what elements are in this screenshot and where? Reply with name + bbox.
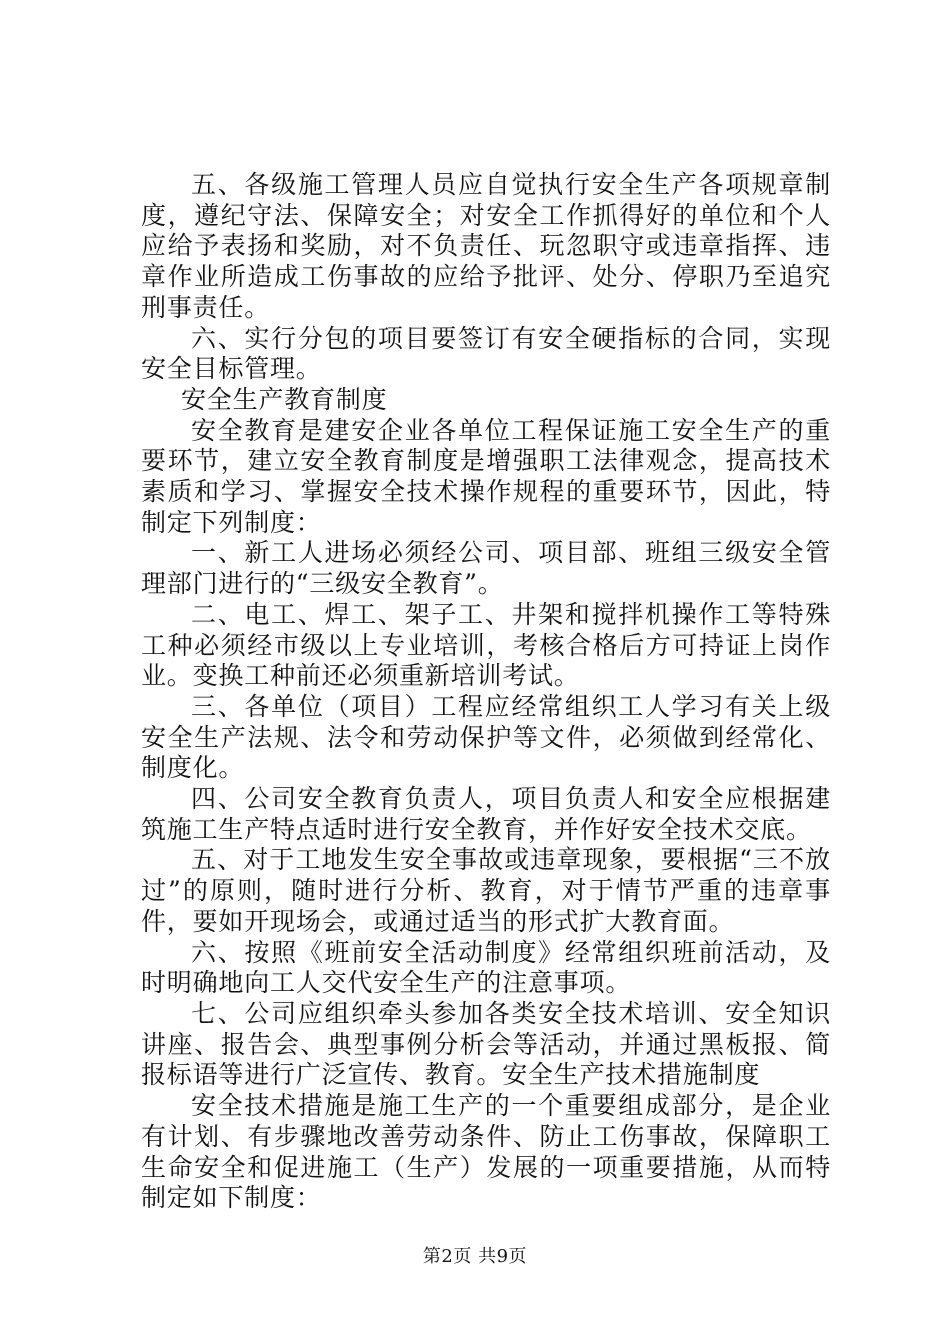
paragraph-technical-measures-intro: 安全技术措施是施工生产的一个重要组成部分，是企业有计划、有步骤地改善劳动条件、防止工伤事故，保障职工生命安全和促进施工（生产）发展的一项重要措施，从而特制定如下制度： bbox=[141, 1091, 831, 1213]
document-body bbox=[141, 170, 831, 1214]
paragraph-education-item-5: 五、对于工地发生安全事故或违章现象，要根据“三不放过”的原则，随时进行分析、教育，对于情节严重的违章事件，要如开现场会，或通过适当的形式扩大教育面。 bbox=[141, 845, 831, 936]
section-heading-safety-education: 安全生产教育制度 bbox=[181, 384, 388, 414]
paragraph-item-5-responsibility: 五、各级施工管理人员应自觉执行安全生产各项规章制度，遵纪守法、保障安全；对安全工作抓得好的单位和个人应给予表扬和奖励，对不负责任、玩忽职守或违章指挥、违章作业所造成工伤事故的应给予批评、处分、停职乃至追究刑事责任。 bbox=[141, 170, 831, 322]
paragraph-education-item-2: 二、电工、焊工、架子工、井架和搅拌机操作工等特殊工种必须经市级以上专业培训，考核合格后方可持证上岗作业。变换工种前还必须重新培训考试。 bbox=[141, 599, 831, 691]
paragraph-education-item-4: 四、公司安全教育负责人，项目负责人和安全应根据建筑施工生产特点适时进行安全教育，并作好安全技术交底。 bbox=[141, 784, 831, 844]
paragraph-education-item-1: 一、新工人进场必须经公司、项目部、班组三级安全管理部门进行的“三级安全教育”。 bbox=[141, 538, 831, 599]
page-number-footer: 第2页 共9页 bbox=[422, 1246, 528, 1267]
paragraph-education-item-6: 六、按照《班前安全活动制度》经常组织班前活动，及时明确地向工人交代安全生产的注意事项。 bbox=[141, 937, 831, 998]
paragraph-education-item-7: 七、公司应组织牵头参加各类安全技术培训、安全知识讲座、报告会、典型事例分析会等活动，并通过黑板报、简报标语等进行广泛宣传、教育。安全生产技术措施制度 bbox=[141, 998, 831, 1090]
paragraph-education-item-3: 三、各单位（项目）工程应经常组织工人学习有关上级安全生产法规、法令和劳动保护等文件，必须做到经常化、制度化。 bbox=[141, 691, 831, 783]
paragraph-education-intro: 安全教育是建安企业各单位工程保证施工安全生产的重要环节，建立安全教育制度是增强职工法律观念，提高技术素质和学习、掌握安全技术操作规程的重要环节，因此，特制定下列制度： bbox=[141, 415, 831, 537]
paragraph-item-6-subcontract: 六、实行分包的项目要签订有安全硬指标的合同，实现安全目标管理。 bbox=[141, 323, 831, 384]
